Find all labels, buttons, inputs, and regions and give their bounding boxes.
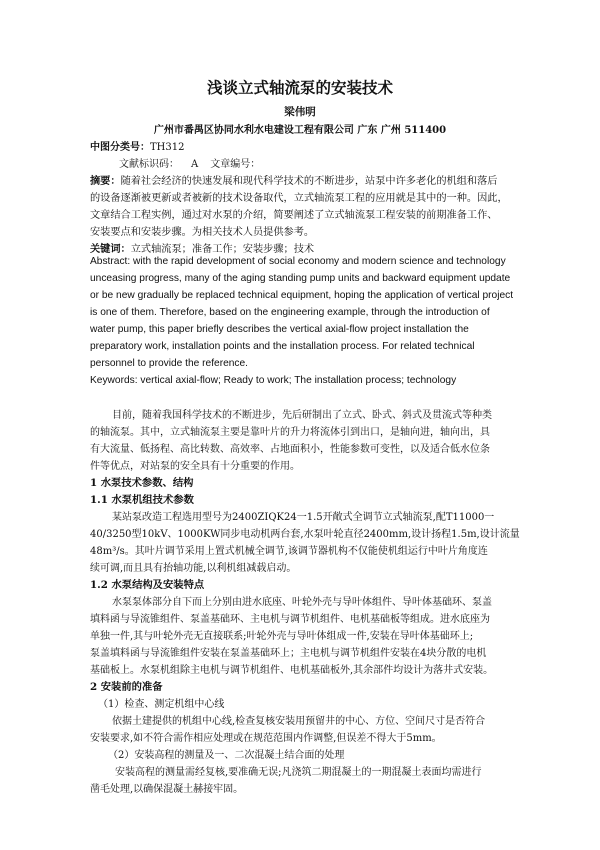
para-1-1-line: 续可调,而且具有抬轴功能,以利机组减载启动。	[90, 563, 297, 574]
document-info-line	[119, 155, 272, 170]
para-1-1-line: 40/3250型10kV、1000KW同步电动机两台套,水泵叶轮直径2400mm,设计扬程1.5m,设计流量	[90, 529, 520, 540]
keywords-en-line: Keywords: vertical axial-flow; Ready to work; The installation process; technology	[90, 375, 457, 386]
abstract-en-line: unceasing progress, many of the aging standing pump units and backward equipment update	[90, 273, 511, 284]
para-1-2-line: 基础板上。水泵机组除主电机与调节机组件、电机基础板外,其余部件均设计为落井式安装。	[90, 665, 494, 676]
paper-title: 浅谈立式轴流泵的安装技术	[206, 78, 393, 97]
para-1-1-line: 某站泵改造工程选用型号为2400ZIQK24一1.5开敞式全调节立式轴流泵,配T11000一	[112, 512, 495, 523]
doc-code-label: 文献标识码：	[119, 159, 179, 170]
para-1-1-line: 48m³/s。其叶片调节采用上置式机械全调节,该调节器机构不仅能使机组运行中叶片角度连	[90, 546, 488, 557]
abstract-zh-label: 摘要：	[90, 175, 121, 187]
subheading-2-1: （1）检查、测定机组中心线	[98, 699, 225, 710]
subheading-2-2: （2）安装高程的测量及一、二次混凝土结合面的处理	[108, 750, 345, 761]
abstract-zh-line	[90, 172, 498, 187]
section-heading-2: 2 安装前的准备	[90, 681, 163, 693]
doc-code-value: A	[191, 159, 199, 170]
classification-line	[90, 138, 184, 153]
abstract-en-line: or be new gradually be replaced technical equipment, hoping the application of vertical project	[90, 290, 514, 301]
classification-value: TH312	[150, 142, 185, 153]
author-name: 梁伟明	[284, 106, 316, 118]
article-id-label: 文章编号：	[210, 159, 261, 170]
para-1-2-line: 单独一件,其与叶轮外壳无直接联系;叶轮外壳与导叶体组成一件,安装在导叶体基础环上;	[90, 631, 474, 642]
intro-line: 有大流量、低扬程、高比转数、高效率、占地面积小，性能参数可变性，以及适合低水位条	[90, 444, 490, 455]
section-heading-1-1: 1.1 水泵机组技术参数	[90, 494, 194, 506]
abstract-en-line: water pump, this paper briefly describes the vertical axial-flow project installation the	[90, 324, 469, 335]
intro-line: 的轴流泵。其中，立式轴流泵主要是靠叶片的升力将流体引到出口，是轴向进，轴向出，具	[90, 427, 490, 438]
abstract-en-line: Abstract: with the rapid development of social economy and modern science and technology	[90, 256, 506, 267]
abstract-zh-text: 随着社会经济的快速发展和现代科学技术的不断进步，站泵中许多老化的机组和落后	[120, 176, 498, 187]
abstract-zh-line: 的设备逐渐被更新或者被新的技术设备取代，立式轴流泵工程的应用就是其中的一种。因此，	[90, 193, 508, 204]
keywords-zh-line	[90, 240, 314, 255]
section-heading-1: 1 水泵技术参数、结构	[90, 477, 194, 489]
keywords-zh-text: 立式轴流泵；准备工作；安装步骤；技术	[130, 244, 315, 255]
classification-label: 中图分类号：	[90, 142, 150, 153]
abstract-en-line: is one of them. Therefore, based on the engineering example, through the introduction of	[90, 307, 490, 318]
abstract-en-line: preparatory work, installation points and the installation process. For related technical	[90, 341, 475, 352]
abstract-zh-line: 文章结合工程实例，通过对水泵的介绍，简要阐述了立式轴流泵工程安装的前期准备工作、	[90, 210, 498, 221]
intro-line: 目前，随着我国科学技术的不断进步，先后研制出了立式、卧式、斜式及贯流式等种类	[112, 410, 492, 421]
section-heading-1-2: 1.2 水泵结构及安装特点	[90, 579, 205, 591]
para-1-2-line: 填料函与导流锥组件、泵盖基础环、主电机与调节机组件、电机基础板等组成。进水底座为	[90, 614, 490, 625]
para-2-2-line: 安装高程的测量需经复核,要准确无误;凡浇筑二期混凝土的一期混凝土表面均需进行	[115, 767, 482, 778]
para-2-1-line: 依据土建提供的机组中心线,检查复核安装用预留井的中心、方位、空间尺寸是否符合	[112, 716, 486, 727]
keywords-zh-label: 关键词：	[90, 243, 131, 255]
author-affiliation: 广州市番禺区协同水利水电建设工程有限公司 广东 广州 511400	[153, 125, 447, 136]
abstract-zh-line: 安装要点和安装步骤。为相关技术人员提供参考。	[90, 227, 315, 238]
para-2-2-line: 凿毛处理,以确保混凝土赫接牢固。	[90, 784, 244, 795]
intro-line: 件等优点，对站泵的安全具有十分重要的作用。	[90, 461, 300, 472]
abstract-en-line: personnel to provide the reference.	[90, 358, 249, 369]
para-1-2-line: 泵盖填料函与导流锥组件安装在泵盖基础环上；主电机与调节机组件安装在4块分散的电机	[90, 648, 487, 659]
para-1-2-line: 水泵泵体部分自下而上分别由进水底座、叶轮外壳与导叶体组件、导叶体基础环、泵盖	[112, 597, 492, 608]
para-2-1-line: 安装要求,如不符合需作相应处理或在规范范围内作调整,但误差不得大于5mm。	[90, 733, 442, 744]
